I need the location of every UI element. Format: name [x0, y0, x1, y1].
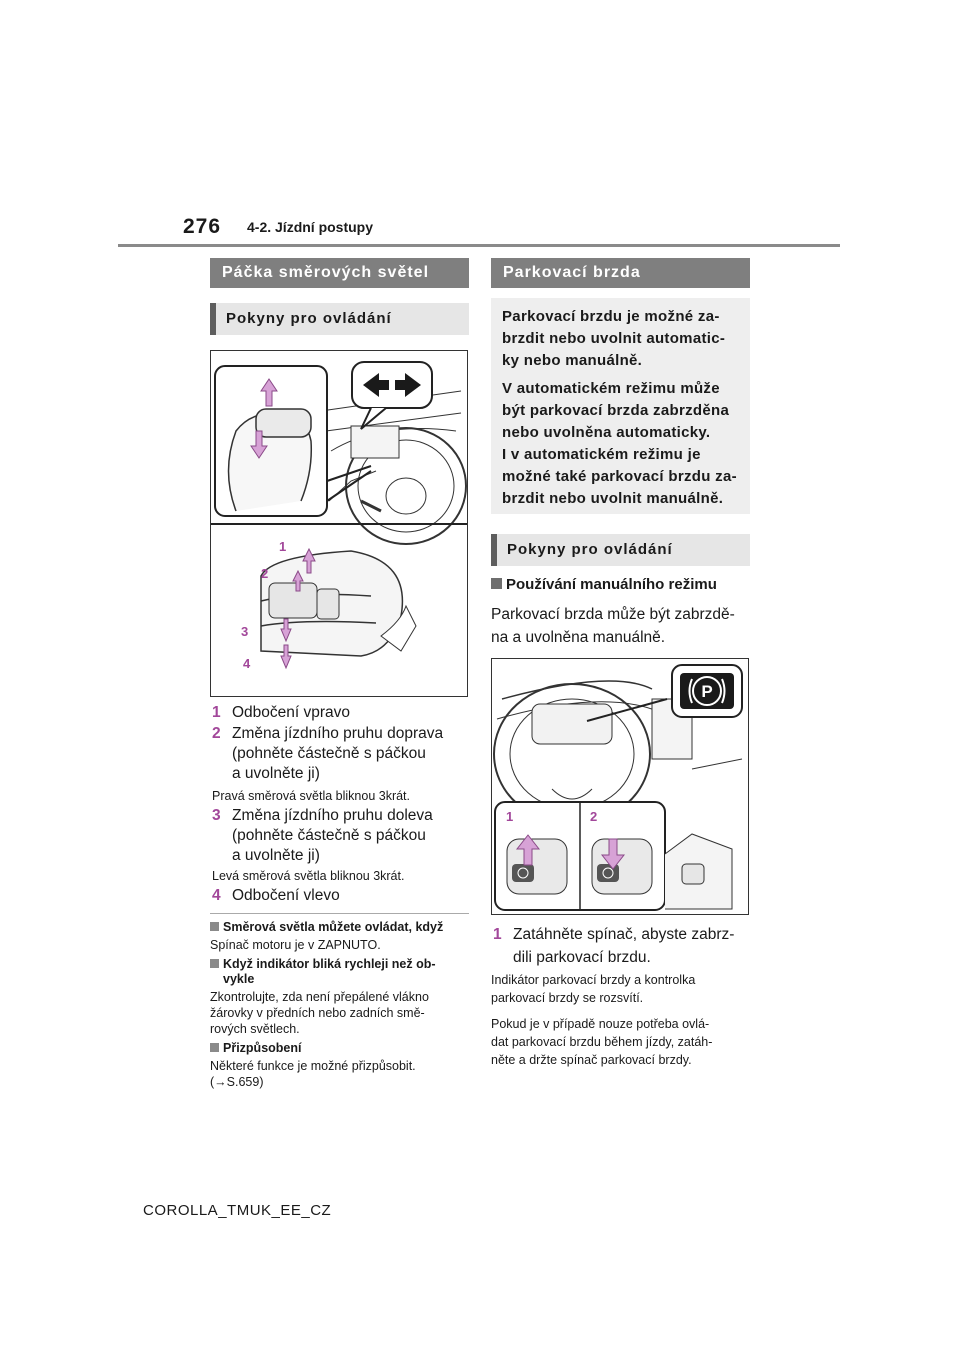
item-text: (pohněte částečně s páčkou [232, 827, 426, 844]
turn-signal-illustration [211, 351, 467, 696]
list-item [212, 806, 472, 866]
item-text: a uvolněte ji) [232, 847, 320, 864]
square-bullet-icon [210, 959, 219, 968]
left-sub-title: Pokyny pro ovládání [210, 303, 469, 335]
item-note: Pravá směrová světla bliknou 3krát. [212, 789, 411, 803]
list-item [212, 724, 472, 784]
turn-signal-figure [210, 350, 468, 697]
figure-label-3: 3 [241, 624, 249, 639]
list-item [212, 703, 472, 723]
intro-line: brzdit nebo uvolnit manuálně. [502, 490, 724, 507]
item-number: 3 [212, 807, 221, 824]
right-sub-title: Pokyny pro ovládání [491, 534, 750, 566]
step-note: Pokud je v případě nouze potřeba ovlá- dat parkovací brzdu během jízdy, zatáh- něte a držte spínač parkovací brzdy. [491, 1017, 713, 1067]
figure-label-2: 2 [590, 809, 598, 824]
figure-label-2: 2 [261, 566, 269, 581]
note-body: Některé funkce je možné přizpůsobit. [210, 1059, 416, 1073]
list-item [493, 923, 763, 969]
item-text: Změna jízdního pruhu doleva [232, 807, 433, 824]
step-note: Indikátor parkovací brzdy a kontrolka parkovací brzdy se rozsvítí. [491, 973, 696, 1005]
intro-line: Parkovací brzdu je možné za- [502, 308, 720, 325]
note-heading: Přizpůsobení [210, 1041, 472, 1056]
mode-description: Parkovací brzda může být zabrzdě- na a uvolněna manuálně. [491, 606, 735, 646]
square-bullet-icon [210, 1043, 219, 1052]
note-body: Zkontrolujte, zda není přepálené vlákno [210, 990, 429, 1004]
figure-label-4: 4 [243, 656, 251, 671]
note-heading: Když indikátor bliká rychleji než ob- [210, 957, 472, 972]
square-bullet-icon [210, 922, 219, 931]
note-body: žárovky v předních nebo zadních smě- [210, 1006, 425, 1020]
intro-line: V automatickém režimu může [502, 380, 720, 397]
square-bullet-icon [491, 578, 502, 589]
intro-line: být parkovací brzda zabrzděna [502, 402, 730, 419]
item-number: 1 [212, 704, 221, 721]
item-text: Odbočení vpravo [232, 704, 351, 721]
page-reference-link[interactable]: (→S.659) [210, 1075, 264, 1089]
intro-line: ky nebo manuálně. [502, 352, 643, 369]
notes-block [210, 920, 472, 1090]
figure-label-1: 1 [506, 809, 514, 824]
item-text: (pohněte částečně s páčkou [232, 745, 426, 762]
item-text: dili parkovací brzdu. [513, 949, 651, 966]
item-note: Levá směrová světla bliknou 3krát. [212, 869, 405, 883]
footer-code: COROLLA_TMUK_EE_CZ [143, 1202, 332, 1219]
page-number: 276 [183, 215, 222, 238]
intro-line: I v automatickém režimu je [502, 446, 701, 463]
note-body: Spínač motoru je v ZAPNUTO. [210, 938, 381, 952]
intro-box [491, 298, 750, 514]
note-heading: vykle [223, 972, 255, 986]
item-number: 1 [493, 926, 502, 943]
header-rule [118, 244, 840, 247]
notes-rule [210, 913, 469, 914]
mode-heading: Používání manuálního režimu [491, 576, 717, 593]
list-item [212, 886, 472, 906]
intro-line: nebo uvolněna automaticky. [502, 424, 711, 441]
left-band-title: Páčka směrových světel [210, 258, 469, 288]
item-text: Změna jízdního pruhu doprava [232, 725, 444, 742]
right-band-title: Parkovací brzda [491, 258, 750, 288]
item-text: Zatáhněte spínač, abyste zabrz- [513, 926, 735, 943]
figure-label-1: 1 [279, 539, 287, 554]
item-number: 4 [212, 887, 221, 904]
item-text: Odbočení vlevo [232, 887, 340, 904]
note-body: rových světlech. [210, 1022, 300, 1036]
intro-line: brzdit nebo uvolnit automatic- [502, 330, 726, 347]
parking-brake-p-icon: P [701, 682, 713, 701]
item-text: a uvolněte ji) [232, 765, 320, 782]
parking-brake-illustration [492, 659, 748, 914]
intro-line: možné také parkovací brzdu za- [502, 468, 737, 485]
section-title: 4-2. Jízdní postupy [247, 219, 374, 235]
parking-brake-figure [491, 658, 749, 915]
item-number: 2 [212, 725, 221, 742]
note-heading: Směrová světla můžete ovládat, když [210, 920, 472, 935]
